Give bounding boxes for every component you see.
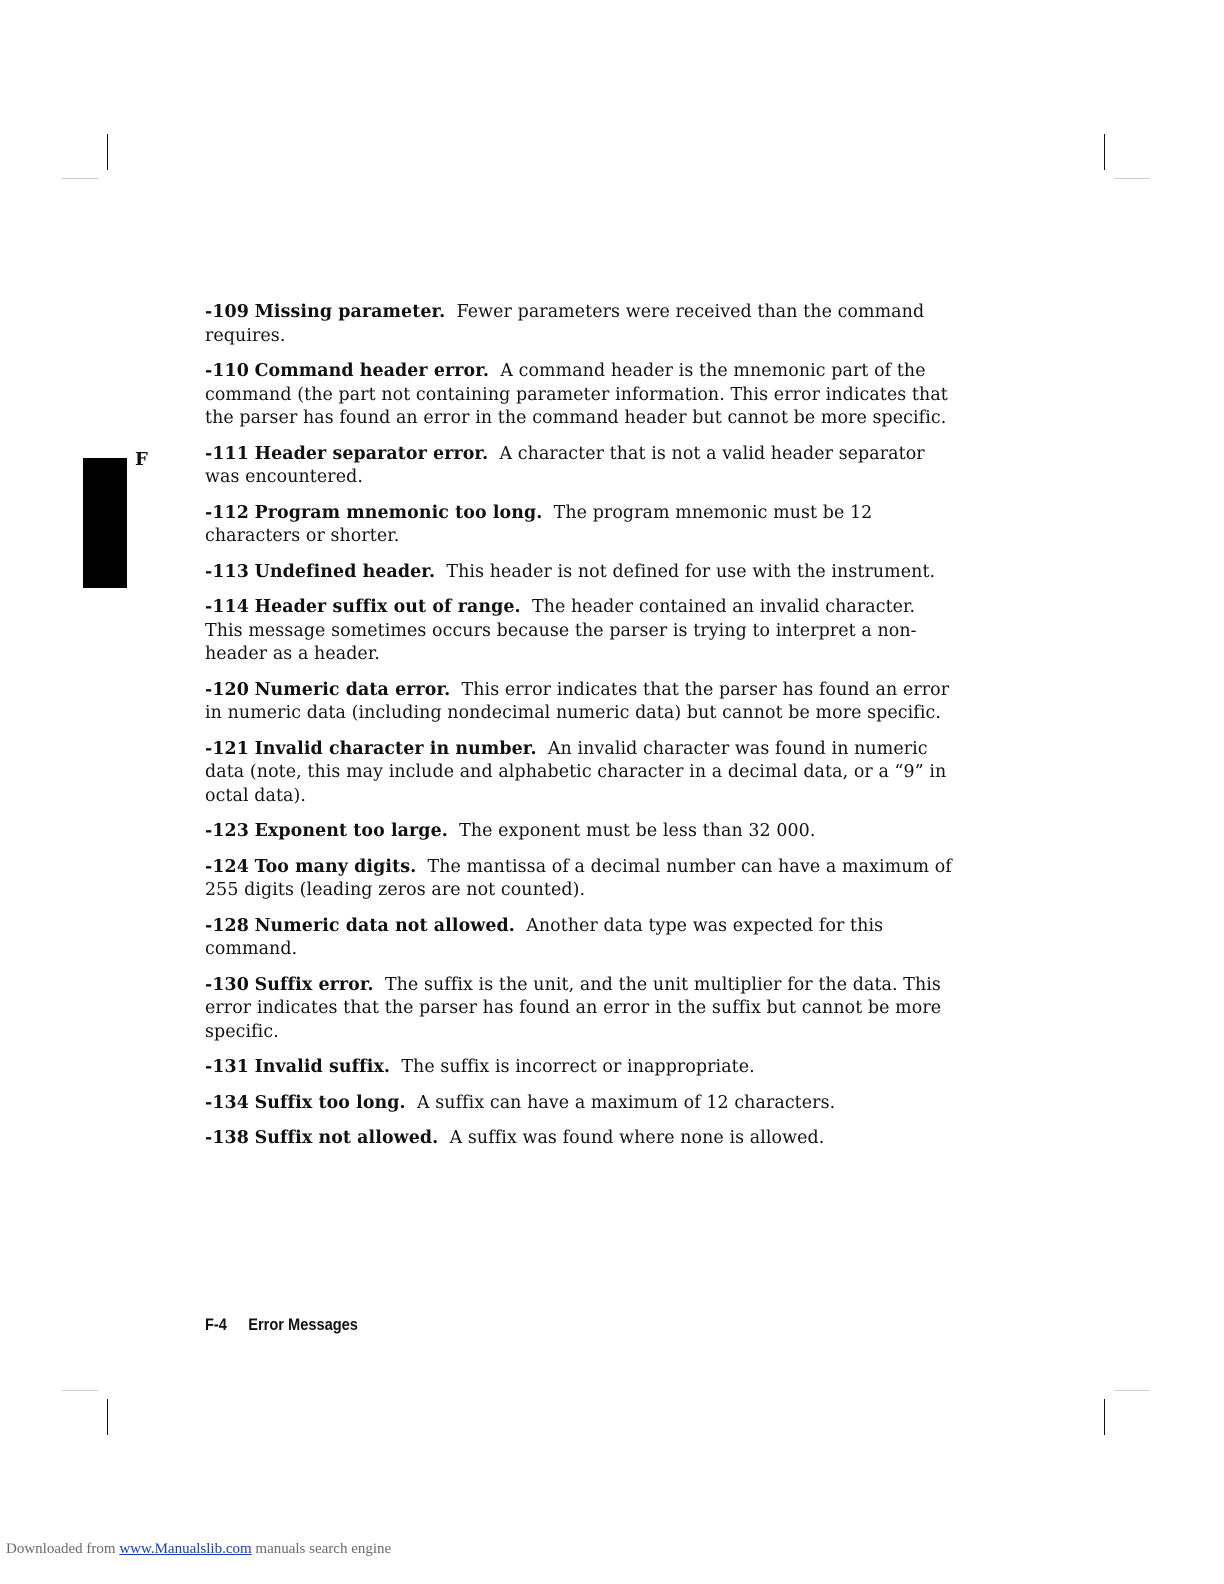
error-code: -121 xyxy=(205,738,249,759)
crop-mark xyxy=(107,134,108,170)
error-title: Program mnemonic too long. xyxy=(254,502,543,523)
error-title: Too many digits. xyxy=(254,856,417,877)
error-description: The program mnemonic must be 12 characters or shorter. xyxy=(205,502,873,547)
error-code: -120 xyxy=(205,679,249,700)
error-code: -123 xyxy=(205,821,249,842)
error-description: The mantissa of a decimal number can have a maximum of 255 digits (leading zeros are not counted). xyxy=(205,856,952,901)
error-code: -112 xyxy=(205,502,249,523)
error-code: -113 xyxy=(205,561,249,582)
error-entry xyxy=(205,443,957,490)
error-description: A character that is not a valid header separator was encountered. xyxy=(205,443,925,488)
error-code: -124 xyxy=(205,856,249,877)
error-title: Numeric data not allowed. xyxy=(254,915,515,936)
error-entry xyxy=(205,738,957,809)
error-description: An invalid character was found in numeric data (note, this may include and alphabetic character in a decimal data, or a “9” in octal data). xyxy=(205,738,947,807)
crop-mark xyxy=(62,178,98,179)
error-entry xyxy=(205,561,957,585)
error-entry xyxy=(205,301,957,348)
error-message-list xyxy=(205,301,957,1162)
error-code: -130 xyxy=(205,974,249,995)
download-prefix: Downloaded from xyxy=(6,1541,116,1557)
error-entry xyxy=(205,915,957,962)
error-description: The exponent must be less than 32 000. xyxy=(459,821,816,842)
chapter-tab-letter: F xyxy=(135,449,148,470)
error-code: -128 xyxy=(205,915,249,936)
chapter-tab-bar xyxy=(83,458,127,588)
error-title: Undefined header. xyxy=(254,561,436,582)
error-entry xyxy=(205,360,957,431)
error-description: A command header is the mnemonic part of the command (the part not containing parameter information. This error indicates that the parser has found an error in the command header but cannot be more specific. xyxy=(205,361,948,429)
error-code: -111 xyxy=(205,443,249,464)
crop-mark xyxy=(1104,1399,1105,1435)
crop-mark xyxy=(1114,1390,1150,1391)
error-entry xyxy=(205,820,957,844)
error-code: -114 xyxy=(205,597,249,617)
error-title: Numeric data error. xyxy=(254,679,451,700)
error-entry xyxy=(205,1092,957,1116)
error-title: Header separator error. xyxy=(254,443,489,464)
error-entry xyxy=(205,974,957,1045)
error-description: A suffix was found where none is allowed. xyxy=(449,1128,825,1148)
error-description: The suffix is incorrect or inappropriate. xyxy=(401,1057,755,1078)
page-footer xyxy=(205,1315,358,1335)
error-code: -131 xyxy=(205,1057,249,1078)
error-title: Suffix not allowed. xyxy=(254,1128,439,1148)
error-title: Invalid character in number. xyxy=(254,738,537,759)
crop-mark xyxy=(107,1399,108,1435)
manualslib-link[interactable]: www.Manualslib.com xyxy=(119,1541,252,1557)
error-description: The header contained an invalid character. This message sometimes occurs because the parser is trying to interpret a non-header as a header. xyxy=(205,597,917,665)
download-suffix: manuals search engine xyxy=(255,1541,392,1557)
error-description: A suffix can have a maximum of 12 characters. xyxy=(416,1092,836,1113)
error-code: -109 xyxy=(205,302,249,322)
section-title: Error Messages xyxy=(248,1315,358,1334)
crop-mark xyxy=(62,1390,98,1391)
error-entry xyxy=(205,596,957,667)
error-title: Command header error. xyxy=(254,361,490,381)
crop-mark xyxy=(1104,134,1105,170)
error-entry xyxy=(205,856,957,903)
error-title: Exponent too large. xyxy=(254,821,448,842)
error-description: Another data type was expected for this command. xyxy=(205,915,884,960)
crop-mark xyxy=(1114,178,1150,179)
error-code: -138 xyxy=(205,1128,249,1148)
error-code: -110 xyxy=(205,361,249,381)
error-title: Invalid suffix. xyxy=(254,1057,391,1078)
download-attribution xyxy=(6,1541,391,1558)
error-description: This header is not defined for use with the instrument. xyxy=(446,561,936,582)
error-description: The suffix is the unit, and the unit multiplier for the data. This error indicates that the parser has found an error in the suffix but cannot be more specific. xyxy=(205,974,942,1043)
error-title: Header suffix out of range. xyxy=(254,597,521,617)
page-number: F-4 xyxy=(205,1315,227,1334)
error-title: Missing parameter. xyxy=(254,302,446,322)
error-entry xyxy=(205,1056,957,1080)
error-description: This error indicates that the parser has found an error in numeric data (including nondecimal numeric data) but cannot be more specific. xyxy=(205,679,950,724)
error-entry xyxy=(205,1127,957,1151)
error-entry xyxy=(205,502,957,549)
error-entry xyxy=(205,679,957,726)
error-title: Suffix error. xyxy=(254,974,374,995)
error-title: Suffix too long. xyxy=(254,1092,406,1113)
error-code: -134 xyxy=(205,1092,249,1113)
error-description: Fewer parameters were received than the command requires. xyxy=(205,302,925,346)
